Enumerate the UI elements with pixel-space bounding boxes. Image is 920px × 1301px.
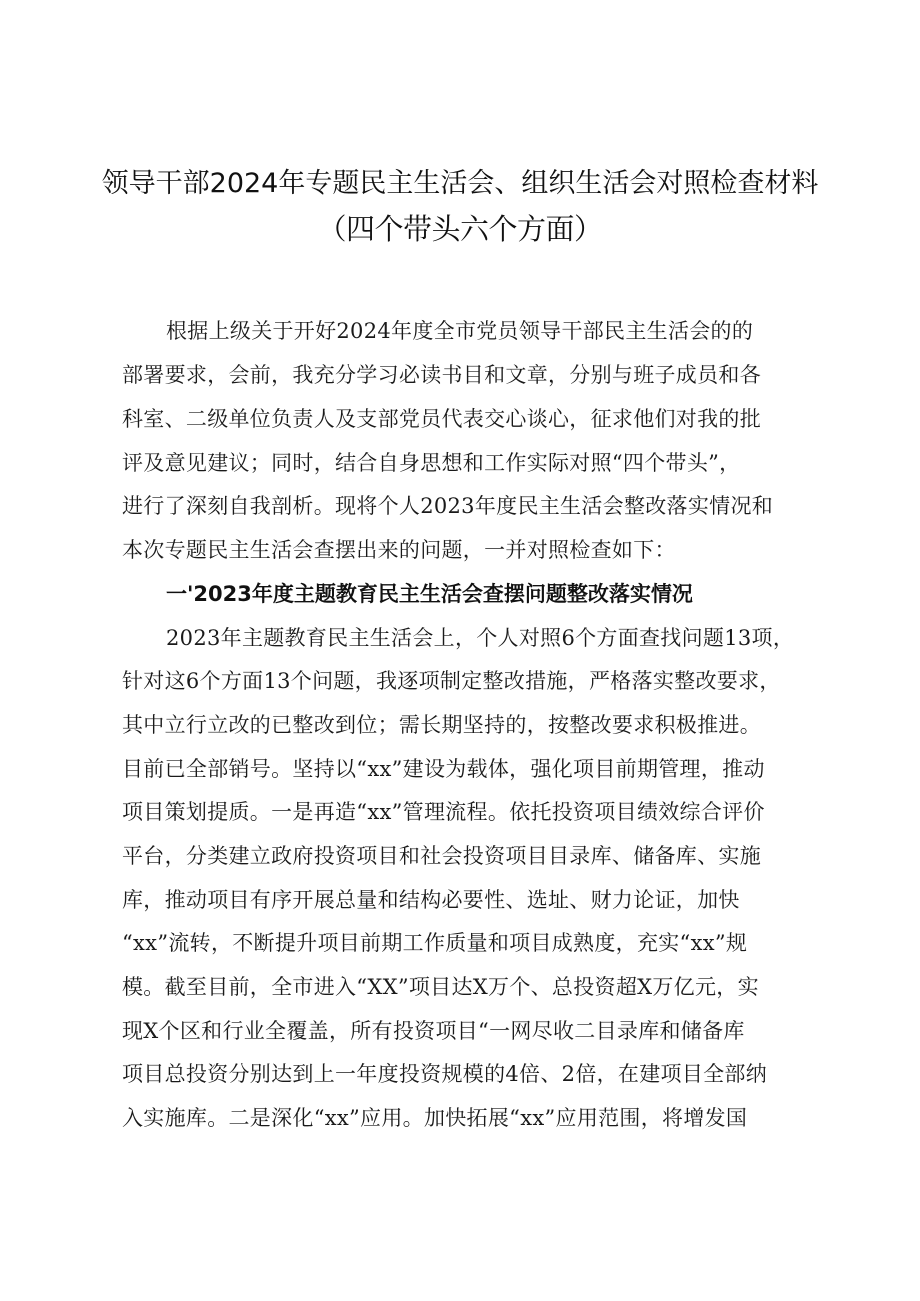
paragraph-line: 科室、二级单位负责人及支部党员代表交心谈心，征求他们对我的批 (122, 407, 761, 431)
paragraph-line: 现X个区和行业全覆盖，所有投资项目“一网尽收二目录库和储备库 (122, 1019, 745, 1043)
paragraph-line: 针对这6个方面13个问题，我逐项制定整改措施，严格落实整改要求， (122, 669, 781, 693)
document-title: 领导干部2024年专题民主生活会、组织生活会对照检查材料 (101, 168, 819, 199)
paragraph-line: 根据上级关于开好2024年度全市党员领导干部民主生活会的的 (166, 319, 754, 343)
paragraph-line: 部署要求，会前，我充分学习必读书目和文章，分别与班子成员和各 (122, 363, 761, 387)
paragraph-line: “xx”流转，不断提升项目前期工作质量和项目成熟度，充实“xx”规 (122, 931, 748, 955)
paragraph-line: 项目策划提质。一是再造“xx”管理流程。依托投资项目绩效综合评价 (122, 800, 765, 824)
section-heading: 一'2023年度主题教育民主生活会查摆问题整改落实情况 (166, 582, 693, 606)
paragraph-line: 平台，分类建立政府投资项目和社会投资项目目录库、储备库、实施 (122, 844, 761, 868)
paragraph-line: 项目总投资分别达到上一年度投资规模的4倍、2倍，在建项目全部纳 (122, 1062, 768, 1086)
paragraph-line: 库，推动项目有序开展总量和结构必要性、选址、财力论证，加快 (122, 888, 740, 912)
paragraph-line: 目前已全部销号。坚持以“xx”建设为载体，强化项目前期管理，推动 (122, 757, 765, 781)
paragraph-line: 模。截至目前，全市进入“XX”项目达X万个、总投资超X万亿元，实 (122, 975, 759, 999)
paragraph-line: 评及意见建议；同时，结合自身思想和工作实际对照“四个带头”， (122, 451, 741, 475)
paragraph-line: 2023年主题教育民主生活会上，个人对照6个方面查找问题13项， (166, 626, 795, 650)
paragraph-line: 本次专题民主生活会查摆出来的问题，一并对照检查如下： (122, 538, 676, 562)
paragraph-line: 其中立行立改的已整改到位；需长期坚持的，按整改要求积极推进。 (122, 713, 761, 737)
paragraph-line: 进行了深刻自我剖析。现将个人2023年度民主生活会整改落实情况和 (122, 494, 774, 518)
document-subtitle: （四个带头六个方面） (317, 212, 603, 246)
paragraph-line: 入实施库。二是深化“xx”应用。加快拓展“xx”应用范围，将增发国 (122, 1106, 748, 1130)
